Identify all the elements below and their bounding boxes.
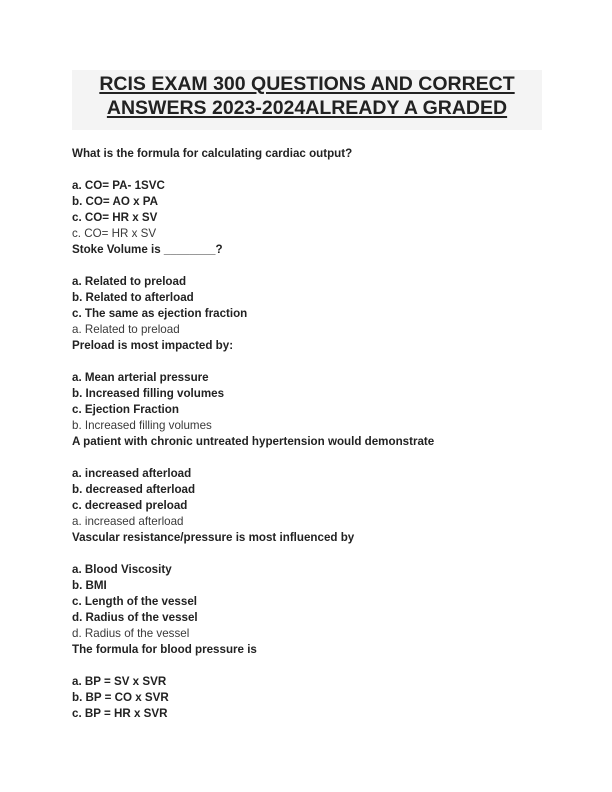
title-line-2: ANSWERS 2023-2024ALREADY A GRADED [106, 97, 508, 119]
answer-option: c. CO= HR x SV [72, 211, 158, 224]
answer-option: a. BP = SV x SVR [72, 675, 167, 688]
spacer [72, 546, 552, 562]
question-text: Stoke Volume is ________? [72, 243, 223, 256]
answer-option: b. BMI [72, 579, 107, 592]
answer-option: a. CO= PA- 1SVC [72, 179, 165, 192]
answer-option: a. increased afterload [72, 467, 192, 480]
answer-option: c. Length of the vessel [72, 595, 197, 608]
correct-answer: a. Related to preload [72, 323, 180, 336]
question-block [72, 642, 552, 722]
answer-option: c. decreased preload [72, 499, 188, 512]
question-block [72, 338, 552, 434]
answer-option: b. decreased afterload [72, 483, 196, 496]
question-text: Vascular resistance/pressure is most influenced by [72, 531, 355, 544]
document-title [72, 70, 542, 130]
answer-option: d. Radius of the vessel [72, 611, 198, 624]
question-block [72, 434, 552, 530]
correct-answer: c. CO= HR x SV [72, 227, 157, 240]
spacer [72, 354, 552, 370]
answer-option: b. BP = CO x SVR [72, 691, 169, 704]
correct-answer: d. Radius of the vessel [72, 627, 190, 640]
spacer [72, 162, 552, 178]
answer-option: c. Ejection Fraction [72, 403, 179, 416]
spacer [72, 658, 552, 674]
question-block [72, 146, 552, 242]
answer-option: b. Increased filling volumes [72, 387, 225, 400]
question-block [72, 242, 552, 338]
answer-option: a. Related to preload [72, 275, 187, 288]
question-text: The formula for blood pressure is [72, 643, 257, 656]
question-block [72, 530, 552, 642]
title-line-1: RCIS EXAM 300 QUESTIONS AND CORRECT [99, 73, 515, 95]
spacer [72, 258, 552, 274]
question-text: Preload is most impacted by: [72, 339, 234, 352]
answer-option: c. The same as ejection fraction [72, 307, 248, 320]
question-list [72, 146, 552, 722]
answer-option: a. Blood Viscosity [72, 563, 172, 576]
spacer [72, 450, 552, 466]
correct-answer: b. Increased filling volumes [72, 419, 212, 432]
correct-answer: a. increased afterload [72, 515, 184, 528]
answer-option: b. Related to afterload [72, 291, 194, 304]
answer-option: a. Mean arterial pressure [72, 371, 209, 384]
question-text: What is the formula for calculating cardiac output? [72, 147, 353, 160]
question-text: A patient with chronic untreated hypertension would demonstrate [72, 435, 435, 448]
answer-option: b. CO= AO x PA [72, 195, 159, 208]
answer-option: c. BP = HR x SVR [72, 707, 168, 720]
